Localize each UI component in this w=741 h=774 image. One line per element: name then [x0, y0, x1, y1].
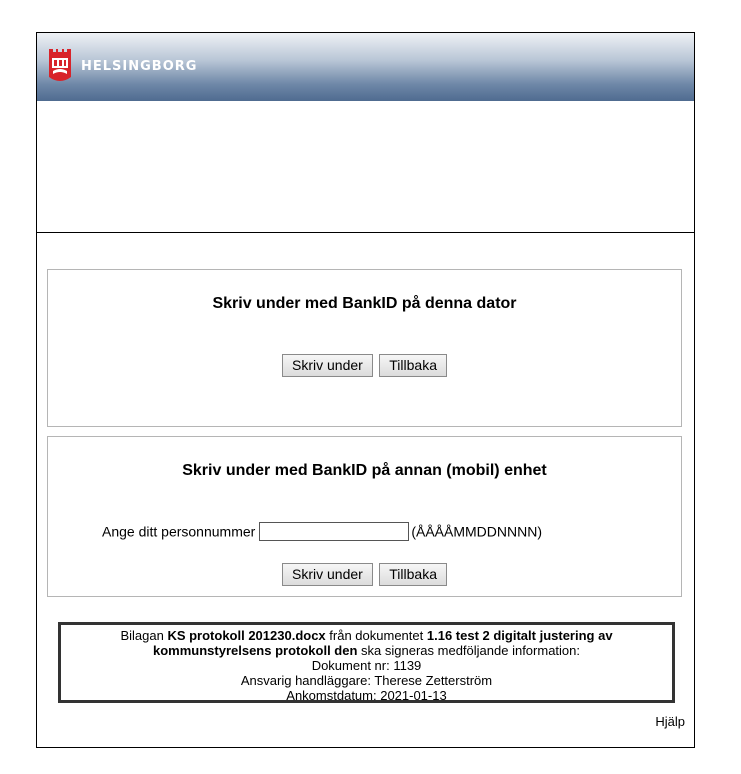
sign-button[interactable]: Skriv under — [282, 354, 373, 377]
back-button[interactable]: Tillbaka — [379, 354, 447, 377]
info-from-document: från dokumentet — [329, 628, 424, 643]
personal-number-input[interactable] — [259, 522, 409, 541]
mobile-back-button[interactable]: Tillbaka — [379, 563, 447, 586]
help-link[interactable]: Hjälp — [655, 714, 685, 729]
personal-number-row — [102, 522, 542, 541]
site-header — [37, 33, 694, 101]
sign-other-device-panel — [47, 436, 682, 597]
page-frame — [36, 32, 695, 748]
sign-this-device-buttons — [48, 354, 681, 377]
info-sentence — [61, 628, 672, 658]
document-info-box — [58, 622, 675, 703]
brand-name: HELSINGBORG — [81, 59, 198, 74]
personal-number-format: (ÅÅÅÅMMDDNNNN) — [411, 523, 542, 540]
helsingborg-crest-icon — [48, 47, 72, 85]
info-prefix: Bilagan — [120, 628, 164, 643]
responsible-handler: Ansvarig handläggare: Therese Zetterström — [240, 673, 493, 688]
sign-this-device-panel — [47, 269, 682, 427]
info-suffix: ska signeras medföljande information: — [361, 643, 580, 658]
sign-other-device-buttons — [48, 563, 681, 586]
mobile-sign-button[interactable]: Skriv under — [282, 563, 373, 586]
personal-number-label: Ange ditt personnummer — [102, 523, 256, 540]
arrival-date: Ankomstdatum: 2021-01-13 — [286, 688, 447, 703]
banner-area — [37, 101, 694, 233]
sign-other-device-title: Skriv under med BankID på annan (mobil) enhet — [182, 462, 547, 479]
attachment-name: KS protokoll 201230.docx — [167, 628, 326, 643]
document-number: Dokument nr: 1139 — [311, 658, 422, 673]
sign-this-device-title: Skriv under med BankID på denna dator — [212, 295, 517, 312]
document-title: 1.16 test 2 digitalt justering av kommunstyrelsens protokoll den — [152, 628, 613, 658]
